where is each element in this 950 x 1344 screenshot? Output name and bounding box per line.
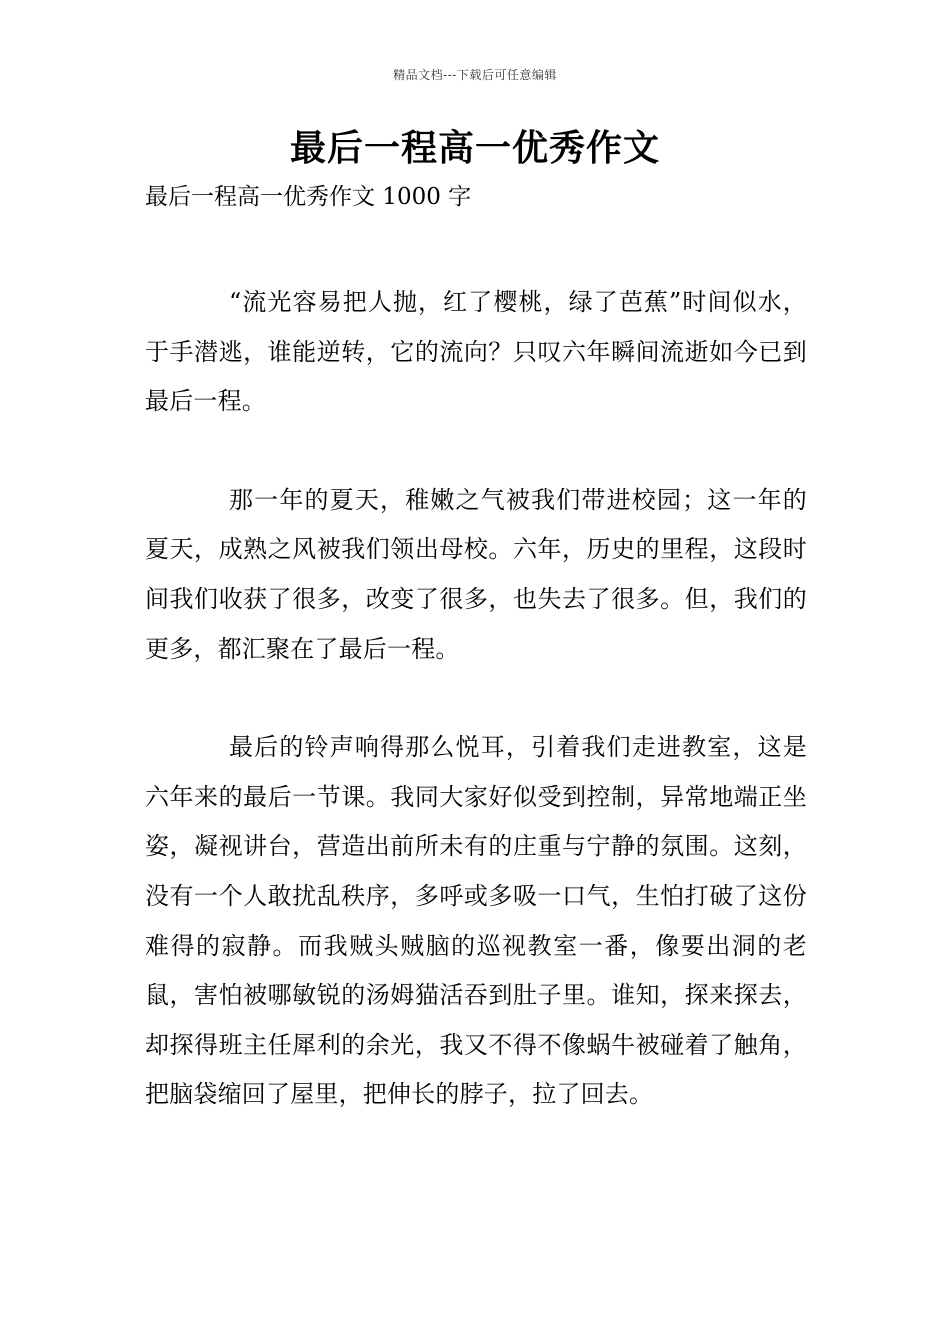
paragraph: “流光容易把人抛，红了樱桃，绿了芭蕉”时间似水，于手潜逃，谁能逆转，它的流向？只叹六年瞬间流逝如今已到最后一程。 xyxy=(145,288,807,416)
document-title: 最后一程高一优秀作文 xyxy=(289,128,660,169)
page-header-note: 精品文档---下载后可任意编辑 xyxy=(393,68,557,82)
paragraph: 那一年的夏天，稚嫩之气被我们带进校园；这一年的夏天，成熟之风被我们领出母校。六年，历史的里程，这段时间我们收获了很多，改变了很多，也失去了很多。但，我们的更多，都汇聚在了最后一程。 xyxy=(145,485,807,663)
document-subtitle: 最后一程高一优秀作文 1000 字 xyxy=(145,184,472,210)
document-body xyxy=(145,278,807,1120)
paragraph: 最后的铃声响得那么悦耳，引着我们走进教室，这是六年来的最后一节课。我同大家好似受到控制，异常地端正坐姿，凝视讲台，营造出前所未有的庄重与宁静的氛围。这刻，没有一个人敢扰乱秩序，多呼或多吸一口气，生怕打破了这份难得的寂静。而我贼头贼脑的巡视教室一番，像要出洞的老鼠，害怕被哪敏锐的汤姆猫活吞到肚子里。谁知，探来探去，却探得班主任犀利的余光，我又不得不像蜗牛被碰着了触角，把脑袋缩回了屋里，把伸长的脖子，拉了回去。 xyxy=(145,733,807,1109)
